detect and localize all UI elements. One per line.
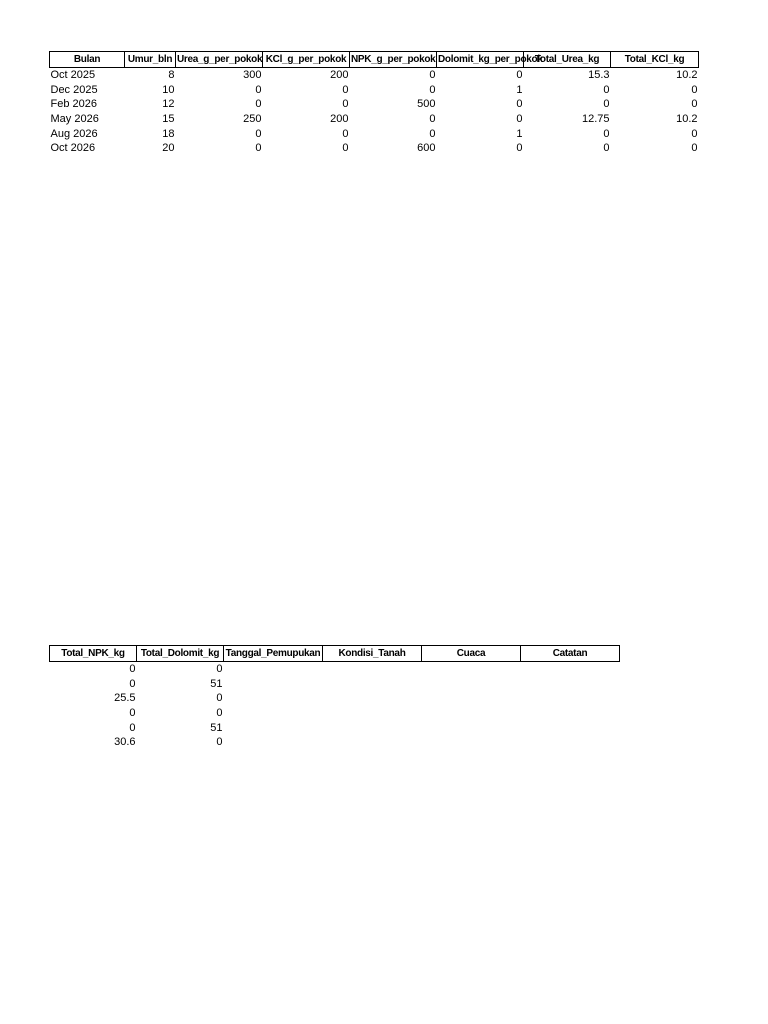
cell[interactable] [422, 735, 521, 750]
cell[interactable]: 0 [516, 98, 523, 111]
cell[interactable]: 0 [603, 98, 610, 111]
cell[interactable]: 0 [342, 98, 349, 111]
cell[interactable]: 0 [516, 69, 523, 82]
cell[interactable] [224, 735, 323, 750]
cell[interactable]: 0 [603, 142, 610, 155]
cell[interactable]: 30.6 [114, 736, 136, 749]
table-row [50, 68, 699, 83]
cell[interactable]: 0 [603, 83, 610, 96]
cell[interactable]: Oct 2025 [50, 69, 96, 82]
table-row [50, 112, 699, 127]
cell[interactable]: 300 [243, 69, 262, 82]
header-cell[interactable]: Umur_bln [125, 52, 176, 68]
table-row [50, 720, 620, 735]
table-row [50, 735, 620, 750]
cell[interactable]: 1 [516, 127, 523, 140]
cell[interactable] [422, 662, 521, 677]
cell[interactable]: 0 [691, 83, 698, 96]
cell[interactable] [422, 720, 521, 735]
cell[interactable]: 500 [417, 98, 436, 111]
cell[interactable]: 0 [429, 127, 436, 140]
cell[interactable]: 0 [516, 113, 523, 126]
cell[interactable]: 0 [129, 707, 136, 720]
header-cell[interactable]: Total_Dolomit_kg [137, 646, 224, 662]
header-cell[interactable]: Tanggal_Pemupukan [224, 646, 323, 662]
cell[interactable] [521, 735, 620, 750]
header-cell[interactable]: KCl_g_per_pokok [263, 52, 350, 68]
cell[interactable] [323, 677, 422, 692]
header-cell[interactable]: Total_Urea_kg [524, 52, 611, 68]
cell[interactable]: 200 [330, 69, 349, 82]
cell[interactable] [224, 662, 323, 677]
cell[interactable]: 0 [255, 142, 262, 155]
cell[interactable]: 15.3 [588, 69, 610, 82]
cell[interactable] [323, 691, 422, 706]
cell[interactable]: 8 [168, 69, 175, 82]
header-cell[interactable]: NPK_g_per_pokok [350, 52, 437, 68]
table-row [50, 677, 620, 692]
table-row [50, 97, 699, 112]
header-cell[interactable]: Total_NPK_kg [50, 646, 137, 662]
header-cell[interactable]: Bulan [50, 52, 125, 68]
cell[interactable]: 600 [417, 142, 436, 155]
fertilizer-totals-table [49, 645, 620, 750]
cell[interactable] [323, 720, 422, 735]
cell[interactable]: 0 [516, 142, 523, 155]
cell[interactable]: 0 [691, 127, 698, 140]
header-cell[interactable]: Kondisi_Tanah [323, 646, 422, 662]
cell[interactable]: 25.5 [114, 692, 136, 705]
table-row [50, 126, 699, 141]
cell[interactable] [224, 720, 323, 735]
cell[interactable] [224, 691, 323, 706]
cell[interactable]: May 2026 [50, 113, 99, 126]
cell[interactable]: 0 [342, 142, 349, 155]
cell[interactable]: 0 [129, 721, 136, 734]
cell[interactable] [521, 677, 620, 692]
cell[interactable]: 0 [429, 83, 436, 96]
cell[interactable] [323, 735, 422, 750]
header-row [50, 52, 699, 68]
table-row [50, 706, 620, 721]
cell[interactable] [323, 706, 422, 721]
cell[interactable] [224, 677, 323, 692]
cell[interactable]: 0 [216, 736, 223, 749]
cell[interactable]: Oct 2026 [50, 142, 96, 155]
table-row [50, 83, 699, 98]
header-row [50, 646, 620, 662]
cell[interactable] [521, 720, 620, 735]
cell[interactable] [323, 662, 422, 677]
cell[interactable]: 0 [342, 127, 349, 140]
cell[interactable]: 0 [429, 69, 436, 82]
cell[interactable] [422, 706, 521, 721]
cell[interactable]: 51 [210, 677, 223, 690]
cell[interactable] [521, 691, 620, 706]
cell[interactable]: 12 [162, 98, 175, 111]
cell[interactable]: 0 [216, 707, 223, 720]
cell[interactable]: 51 [210, 721, 223, 734]
cell[interactable]: 0 [691, 98, 698, 111]
cell[interactable]: 20 [162, 142, 175, 155]
cell[interactable] [224, 706, 323, 721]
cell[interactable]: 15 [162, 113, 175, 126]
cell[interactable]: 10 [162, 83, 175, 96]
table-row [50, 662, 620, 677]
cell[interactable]: 0 [342, 83, 349, 96]
cell[interactable]: 10.2 [676, 113, 698, 126]
cell[interactable]: 10.2 [676, 69, 698, 82]
header-cell[interactable]: Cuaca [422, 646, 521, 662]
cell[interactable]: 1 [516, 83, 523, 96]
cell[interactable]: Feb 2026 [50, 98, 97, 111]
cell[interactable]: 0 [603, 127, 610, 140]
header-cell[interactable]: Total_KCl_kg [611, 52, 699, 68]
cell[interactable]: 250 [243, 113, 262, 126]
header-cell[interactable]: Dolomit_kg_per_pokok [437, 52, 524, 68]
header-cell[interactable]: Catatan [521, 646, 620, 662]
cell[interactable]: 0 [429, 113, 436, 126]
cell[interactable]: Dec 2025 [50, 83, 98, 96]
cell[interactable]: 0 [691, 142, 698, 155]
cell[interactable]: 0 [216, 663, 223, 676]
cell[interactable]: 18 [162, 127, 175, 140]
cell[interactable] [422, 691, 521, 706]
cell[interactable] [521, 706, 620, 721]
cell[interactable]: 0 [255, 127, 262, 140]
cell[interactable]: 0 [129, 663, 136, 676]
cell[interactable]: 200 [330, 113, 349, 126]
cell[interactable]: 0 [129, 677, 136, 690]
cell[interactable] [521, 662, 620, 677]
cell[interactable]: 0 [216, 692, 223, 705]
table-row [50, 141, 699, 156]
header-cell[interactable]: Urea_g_per_pokok [176, 52, 263, 68]
cell[interactable] [422, 677, 521, 692]
table-row [50, 691, 620, 706]
fertilizer-schedule-table [49, 51, 699, 156]
cell[interactable]: 0 [255, 83, 262, 96]
cell[interactable]: Aug 2026 [50, 127, 98, 140]
cell[interactable]: 0 [255, 98, 262, 111]
cell[interactable]: 12.75 [581, 113, 610, 126]
